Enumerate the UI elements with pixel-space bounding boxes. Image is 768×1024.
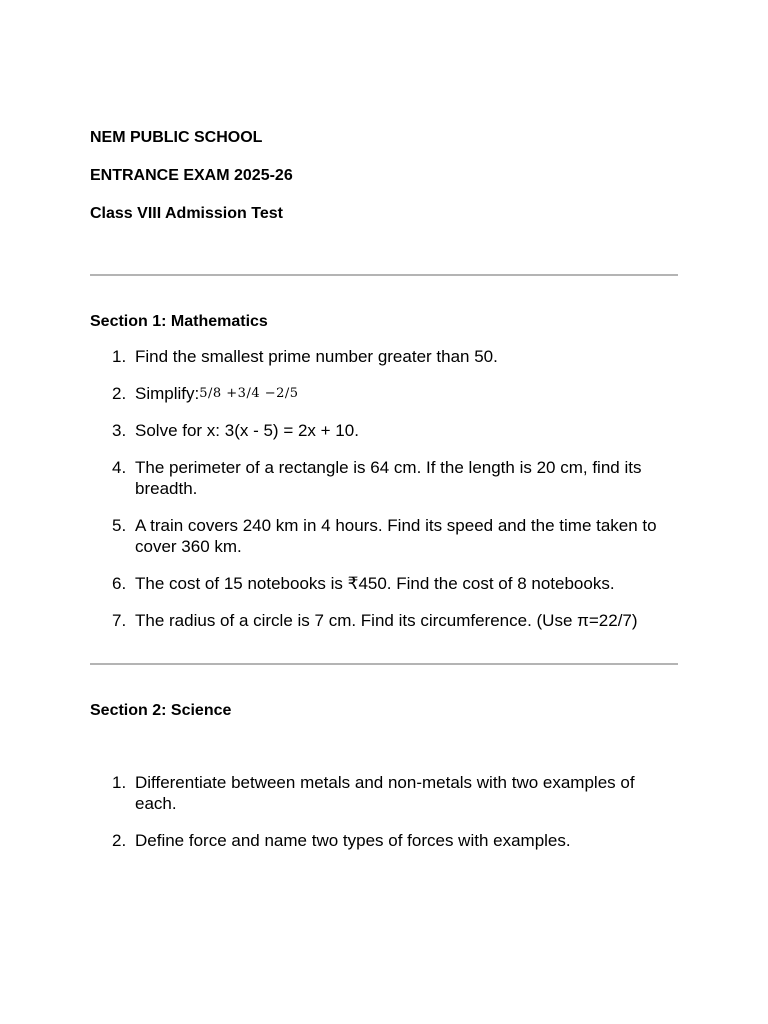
question-label: Simplify: xyxy=(135,384,200,403)
question-text: The cost of 15 notebooks is ₹450. Find the cost of 8 notebooks. xyxy=(135,574,615,593)
question-number: 7. xyxy=(112,611,127,630)
science-question-list xyxy=(90,772,678,867)
section-title-mathematics: Section 1: Mathematics xyxy=(90,313,268,330)
question-number: 1. xyxy=(112,773,127,792)
list-item xyxy=(90,346,678,367)
question-text: The radius of a circle is 7 cm. Find its circumference. (Use π=22/7) xyxy=(135,611,638,630)
question-text: A train covers 240 km in 4 hours. Find its speed and the time taken to cover 360 km. xyxy=(135,516,657,556)
divider xyxy=(90,274,678,276)
question-number: 3. xyxy=(112,421,127,440)
question-text: Solve for x: 3(x - 5) = 2x + 10. xyxy=(135,421,359,440)
question-text xyxy=(135,383,678,404)
list-item xyxy=(90,610,678,631)
math-expression: 5/8 +3/4 −2/5 xyxy=(199,386,299,401)
list-item xyxy=(90,420,678,441)
question-number: 2. xyxy=(112,384,127,403)
question-text: Find the smallest prime number greater than 50. xyxy=(135,347,498,366)
question-number: 1. xyxy=(112,347,127,366)
list-item xyxy=(90,515,678,557)
section-title-science: Section 2: Science xyxy=(90,702,232,719)
divider xyxy=(90,663,678,665)
list-item xyxy=(90,772,678,814)
list-item xyxy=(90,573,678,594)
exam-title: ENTRANCE EXAM 2025-26 xyxy=(90,167,293,184)
test-title: Class VIII Admission Test xyxy=(90,205,283,222)
list-item xyxy=(90,830,678,851)
question-number: 5. xyxy=(112,516,127,535)
question-text: Differentiate between metals and non-metals with two examples of each. xyxy=(135,773,635,813)
mathematics-question-list xyxy=(90,346,678,647)
list-item xyxy=(90,383,678,404)
school-name: NEM PUBLIC SCHOOL xyxy=(90,129,263,146)
question-text: The perimeter of a rectangle is 64 cm. If the length is 20 cm, find its breadth. xyxy=(135,458,642,498)
question-number: 2. xyxy=(112,831,127,850)
question-number: 4. xyxy=(112,458,127,477)
question-text: Define force and name two types of forces with examples. xyxy=(135,831,571,850)
list-item xyxy=(90,457,678,499)
question-number: 6. xyxy=(112,574,127,593)
